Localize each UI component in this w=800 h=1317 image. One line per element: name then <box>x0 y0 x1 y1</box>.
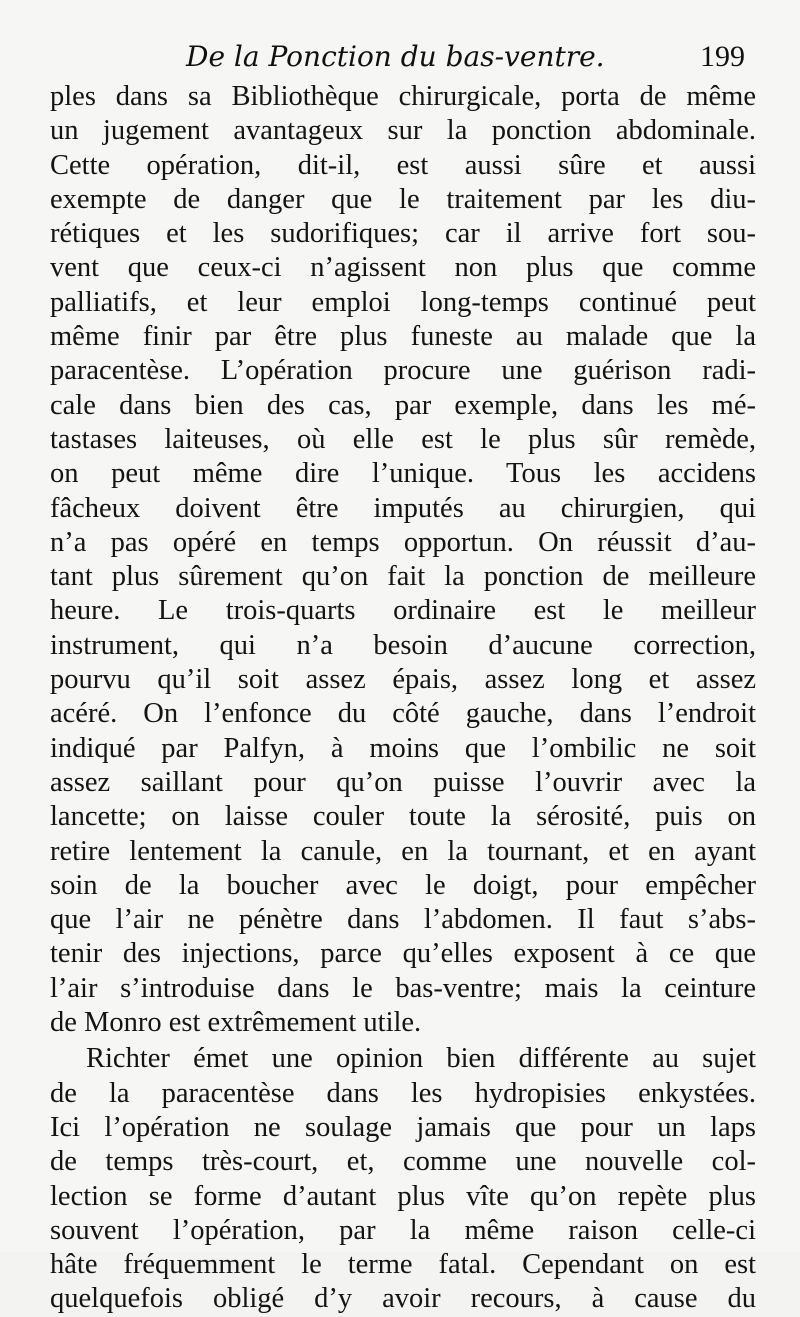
text-line: palliatifs, et leur emploi long-temps continué peut <box>50 286 756 318</box>
running-title: De la Ponction du bas-ventre. <box>186 40 605 73</box>
text-line: tastases laiteuses, où elle est le plus sûr remède, <box>50 423 756 455</box>
text-line: souvent l’opération, par la même raison celle-ci <box>50 1214 756 1246</box>
text-line: un jugement avantageux sur la ponction abdominale. <box>50 115 756 147</box>
text-line: Ici l’opération ne soulage jamais que pour un laps <box>50 1111 756 1143</box>
text-line: indiqué par Palfyn, à moins que l’ombilic ne soit <box>50 732 756 764</box>
text-line: hâte fréquemment le terme fatal. Cependant on est <box>50 1249 756 1281</box>
text-line: instrument, qui n’a besoin d’aucune correction, <box>50 629 756 661</box>
text-line: Richter émet une opinion bien différente au sujet <box>86 1043 756 1075</box>
paragraph-2 <box>50 1042 756 1316</box>
page-header <box>0 36 800 80</box>
text-line: acéré. On l’enfonce du côté gauche, dans l’endroit <box>50 698 756 730</box>
paragraph-1 <box>50 80 756 1040</box>
text-line: rétiques et les sudorifiques; car il arrive fort sou- <box>50 218 756 250</box>
text-line: quelquefois obligé d’y avoir recours, à cause du <box>50 1283 756 1315</box>
text-line: de Monro est extrêmement utile. <box>50 1007 422 1039</box>
text-line: de temps très-court, et, comme une nouvelle col- <box>50 1146 756 1178</box>
text-line: paracentèse. L’opération procure une guérison radi- <box>50 355 756 387</box>
text-line: lancette; on laisse couler toute la sérosité, puis on <box>50 801 756 833</box>
text-line: n’a pas opéré en temps opportun. On réussit d’au- <box>50 526 756 558</box>
text-line: Cette opération, dit-il, est aussi sûre et aussi <box>50 149 756 181</box>
text-line: vent que ceux-ci n’agissent non plus que comme <box>50 252 756 284</box>
text-line: que l’air ne pénètre dans l’abdomen. Il faut s’abs- <box>50 904 756 936</box>
text-line: de la paracentèse dans les hydropisies enkystées. <box>50 1077 756 1109</box>
text-line: exempte de danger que le traitement par les diu- <box>50 183 756 215</box>
text-line: tant plus sûrement qu’on fait la ponction de meilleure <box>50 561 756 593</box>
text-line: même finir par être plus funeste au malade que la <box>50 321 756 353</box>
text-line: heure. Le trois-quarts ordinaire est le meilleur <box>50 595 756 627</box>
text-line: lection se forme d’autant plus vîte qu’on repète plus <box>50 1180 756 1212</box>
text-line: on peut même dire l’unique. Tous les accidens <box>50 458 756 490</box>
text-line: l’air s’introduise dans le bas-ventre; mais la ceinture <box>50 972 756 1004</box>
body-text <box>50 80 756 1317</box>
text-line: retire lentement la canule, en la tournant, et en ayant <box>50 835 756 867</box>
text-line: soin de la boucher avec le doigt, pour empêcher <box>50 869 756 901</box>
text-line: fâcheux doivent être imputés au chirurgien, qui <box>50 492 756 524</box>
text-line: pourvu qu’il soit assez épais, assez long et assez <box>50 664 756 696</box>
text-line: assez saillant pour qu’on puisse l’ouvrir avec la <box>50 766 756 798</box>
text-line: tenir des injections, parce qu’elles exposent à ce que <box>50 938 756 970</box>
page-number: 199 <box>700 40 745 73</box>
text-line: cale dans bien des cas, par exemple, dans les mé- <box>50 389 756 421</box>
text-line: ples dans sa Bibliothèque chirurgicale, porta de même <box>50 81 756 112</box>
